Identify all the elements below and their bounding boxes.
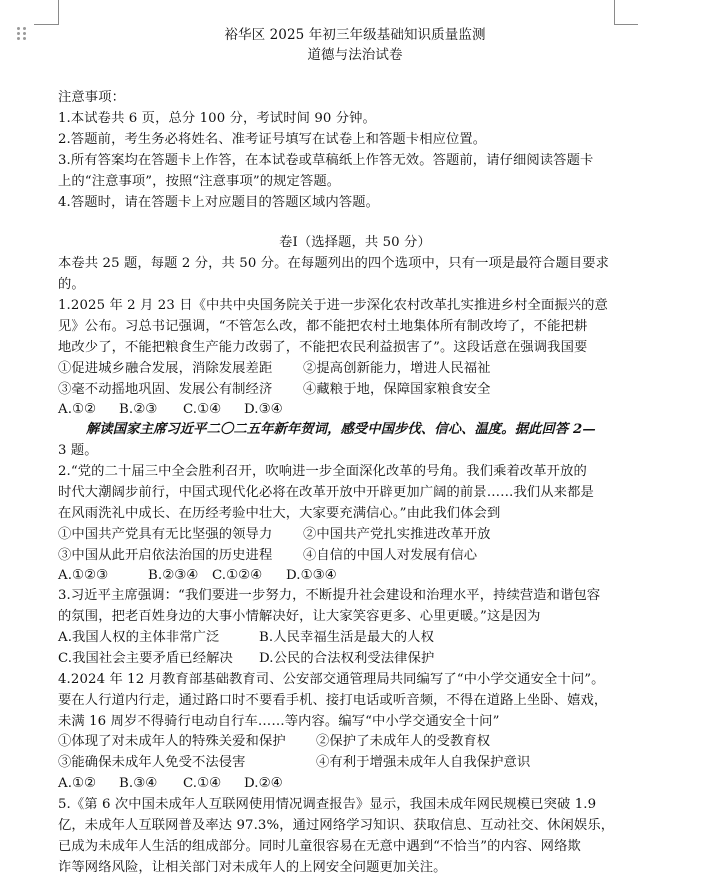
q3-choice-b: B.人民幸福生活是最大的人权 — [259, 630, 434, 645]
q4-option-3: ③能确保未成年人免受不法侵害 — [58, 755, 246, 770]
crop-mark-top-right-vertical — [614, 0, 615, 24]
q4-choice-b: B.③④ — [119, 776, 158, 791]
notes-line-3: 3.所有答案均在答题卡上作答，在本试卷或草稿纸上作答无效。答题前，请仔细阅读答题卡 — [58, 153, 594, 168]
q2-option-3: ③中国从此开启依法治国的历史进程 — [58, 548, 273, 563]
q3-stem-line-1: 3.习近平主席强调：“我们要进一步努力，不断提升社会建设和治理水平，持续营造和谐包容 — [58, 588, 601, 603]
q5-stem-line-3: 已成为未成年人生活的组成部分。同时儿童很容易在无意中遇到“不恰当”的内容、网络欺 — [58, 839, 581, 854]
q4-option-2: ②保护了未成年人的受教育权 — [316, 734, 491, 749]
exam-subtitle: 道德与法治试卷 — [307, 47, 403, 63]
q2-stem-line-2: 时代大潮阔步前行，中国式现代化必将在改革开放中开辟更加广阔的前景……我们从来都是 — [58, 485, 594, 500]
q2-choice-d: D.①③④ — [286, 568, 337, 583]
q4-stem-line-2: 要在人行道内行走，通过路口时不要看手机、接打电话或听音频，不得在道路上坐卧、嬉戏， — [58, 693, 608, 708]
q2-option-1: ①中国共产党具有无比坚强的领导力 — [58, 527, 273, 542]
q2-choice-b: B.②③④ — [148, 568, 199, 583]
q1-option-4: ④藏粮于地，保障国家粮食安全 — [303, 382, 491, 397]
section-heading: 卷Ⅰ（选择题，共 50 分） — [279, 235, 431, 250]
q2-option-2: ②中国共产党扎实推进改革开放 — [303, 527, 491, 542]
q4-choice-d: D.②④ — [244, 776, 283, 791]
q1-choice-b: B.②③ — [119, 402, 158, 417]
notes-heading: 注意事项： — [58, 90, 125, 105]
q2-option-4: ④自信的中国人对发展有信心 — [303, 548, 478, 563]
crop-mark-top-left-vertical — [58, 0, 59, 24]
q1-choice-a: A.①② — [58, 402, 97, 417]
group-intro-line-2: 3 题。 — [58, 443, 98, 458]
q2-choice-c: C.①②④ — [212, 568, 263, 583]
q2-stem-line-3: 在风雨洗礼中成长、在历经考验中壮大，大家要充满信心。”由此我们体会到 — [58, 506, 501, 521]
section-intro-line-2: 的。 — [58, 277, 85, 292]
q1-option-2: ②提高创新能力，增进人民福祉 — [303, 361, 491, 376]
exam-title: 裕华区 2025 年初三年级基础知识质量监测 — [224, 27, 486, 43]
q2-stem-line-1: 2.“党的二十届三中全会胜利召开，吹响进一步全面深化改革的号角。我们乘着改革开放的 — [58, 464, 587, 479]
q1-option-3: ③毫不动摇地巩固、发展公有制经济 — [58, 382, 273, 397]
q1-choice-d: D.③④ — [244, 402, 283, 417]
q3-choice-d: D.公民的合法权利受法律保护 — [259, 651, 435, 666]
q3-stem-line-2: 的氛围，把老百姓身边的大事小情解决好，让大家笑容更多、心里更暖。”这是因为 — [58, 609, 541, 624]
notes-line-1: 1.本试卷共 6 页，总分 100 分，考试时间 90 分钟。 — [58, 111, 376, 126]
q1-stem-line-3: 地改少了，不能把粮食生产能力改弱了，不能把农民利益损害了”。这段话意在强调我国要 — [58, 340, 588, 355]
notes-line-2: 2.答题前，考生务必将姓名、准考证号填写在试卷上和答题卡相应位置。 — [58, 132, 487, 147]
q5-stem-line-1: 5.《第 6 次中国未成年人互联网使用情况调查报告》显示，我国未成年网民规模已突破 1.9 — [58, 797, 597, 812]
q4-stem-line-3: 未满 16 周岁不得骑行电动自行车……等内容。编写“中小学交通安全十问” — [58, 714, 500, 729]
q3-choice-c: C.我国社会主要矛盾已经解决 — [58, 651, 233, 666]
q4-choice-a: A.①② — [58, 776, 97, 791]
q5-stem-line-2: 亿，未成年人互联网普及率达 97.3%，通过网络学习知识、获取信息、互动社交、休闲娱乐， — [58, 818, 615, 833]
q4-stem-line-1: 4.2024 年 12 月教育部基础教育司、公安部交通管理局共同编写了“中小学交通安全十问”。 — [58, 672, 605, 687]
notes-line-5: 4.答题时，请在答题卡上对应题目的答题区域内答题。 — [58, 195, 380, 210]
group-intro-line-1: 解读国家主席习近平二〇二五年新年贺词，感受中国步伐、信心、温度。据此回答 2— — [86, 422, 596, 437]
q3-choice-a: A.我国人权的主体非常广泛 — [58, 630, 220, 645]
q1-option-1: ①促进城乡融合发展，消除发展差距 — [58, 361, 273, 376]
q5-stem-line-4: 诈等网络风险，让相关部门对未成年人的上网安全问题更加关注。 — [58, 860, 447, 875]
q4-choice-c: C.①④ — [183, 776, 222, 791]
q1-choice-c: C.①④ — [183, 402, 222, 417]
q1-stem-line-2: 见》公布。习总书记强调，“不管怎么改，都不能把农村土地集体所有制改垮了，不能把耕 — [58, 319, 588, 334]
q4-option-4: ④有利于增强未成年人自我保护意识 — [316, 755, 531, 770]
notes-line-4: 上的“注意事项”，按照“注意事项”的规定答题。 — [58, 174, 341, 189]
q1-stem-line-1: 1.2025 年 2 月 23 日《中共中央国务院关于进一步深化农村改革扎实推进乡村全面振兴的意 — [58, 298, 608, 313]
q2-choice-a: A.①②③ — [58, 568, 109, 583]
section-intro-line-1: 本卷共 25 题，每题 2 分，共 50 分。在每题列出的四个选项中，只有一项是最符合题目要求 — [58, 256, 610, 271]
q4-option-1: ①体现了对未成年人的特殊关爱和保护 — [58, 734, 286, 749]
